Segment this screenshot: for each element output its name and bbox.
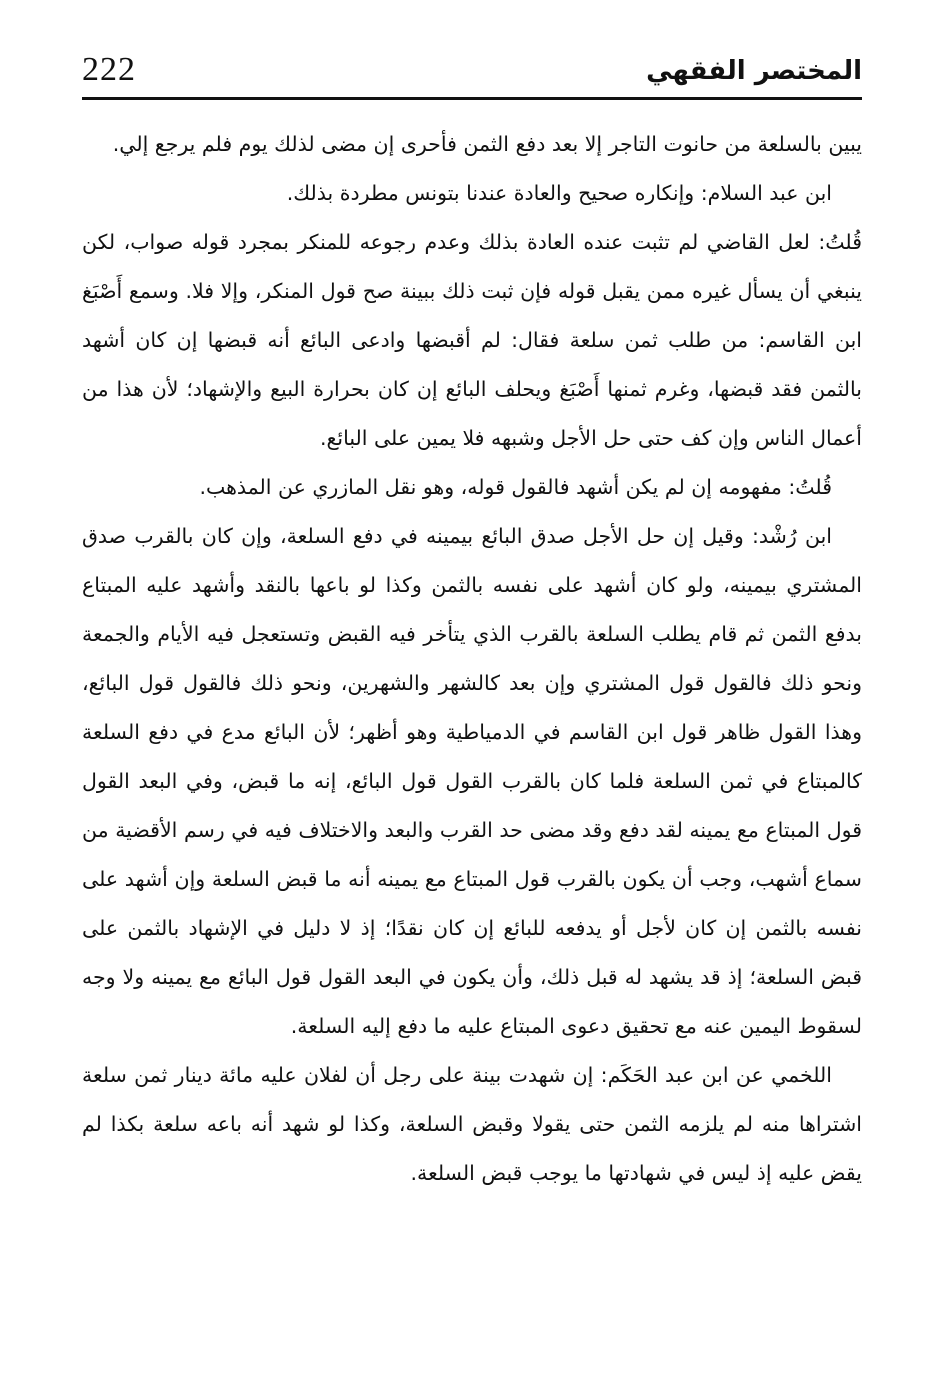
paragraph: قُلتُ: مفهومه إن لم يكن أشهد فالقول قوله، وهو نقل المازري عن المذهب. xyxy=(199,475,832,499)
page-number: 222 xyxy=(82,51,136,88)
paragraph: ابن رُشْد: وقيل إن حل الأجل صدق البائع بيمينه في دفع السلعة، وإن كان بالقرب صدق المشتري بيمينه، ولو كان أشهد على نفسه بالثمن وكذا لو باعها بالنقد وأشهد عليه المبتاع بدفع الثمن ثم قام يطلب السلعة بالقرب الذي يتأخر فيه القبض وتستعجل فيه الأيام والجمعة ونحو ذلك فالقول قول المشتري وإن بعد كالشهر والشهرين، ونحو ذلك فالقول قول البائع، وهذا القول ظاهر قول ابن القاسم في الدمياطية وهو أظهر؛ لأن البائع مدع في دفع السلعة كالمبتاع في ثمن السلعة فلما كان بالقرب القول قول البائع، إنه ما قبض، وفي البعد القول قول المبتاع مع يمينه لقد دفع وقد مضى حد القرب والبعد والاختلاف فيه في رسم الأقضية من سماع أشهب، وجب أن يكون بالقرب قول المبتاع مع يمينه أنه ما قبض السلعة وإن أشهد على نفسه بالثمن إن كان لأجل أو يدفعه للبائع إن كان نقدًا؛ إذ لا دليل في الإشهاد بالثمن على قبض السلعة؛ إذ قد يشهد له قبل ذلك، وأن يكون في البعد القول قول البائع مع يمينه ولا وجه لسقوط اليمين عنه مع تحقيق دعوى المبتاع عليه ما دفع إليه السلعة. xyxy=(82,524,862,1038)
main-text xyxy=(82,120,862,1198)
paragraph: يبين بالسلعة من حانوت التاجر إلا بعد دفع الثمن فأحرى إن مضى لذلك يوم فلم يرجع إلي. xyxy=(112,132,862,156)
header-divider xyxy=(82,97,862,100)
book-title: المختصر الفقهي xyxy=(646,56,862,86)
paragraph: ابن عبد السلام: وإنكاره صحيح والعادة عندنا بتونس مطردة بذلك. xyxy=(286,181,832,205)
page-header xyxy=(82,50,862,94)
paragraph: اللخمي عن ابن عبد الحَكَم: إن شهدت بينة على رجل أن لفلان عليه مائة دينار ثمن سلعة اشتراها منه لم يلزمه الثمن حتى يقولا وقبض السلعة، وكذا لو شهد أنه باعه سلعة بكذا لم يقض عليه إذ ليس في شهادتها ما يوجب قبض السلعة. xyxy=(82,1063,862,1185)
paragraph: قُلتُ: لعل القاضي لم تثبت عنده العادة بذلك وعدم رجوعه للمنكر بمجرد قوله صواب، لكن ينبغي أن يسأل غيره ممن يقبل قوله فإن ثبت ذلك ببينة صح قول المنكر، وإلا فلا. وسمع أَصْبَغ ابن القاسم: من طلب ثمن سلعة فقال: لم أقبضها وادعى البائع أنه قبضها إن كان أشهد بالثمن فقد قبضها، وغرم ثمنها أَصْبَغ ويحلف البائع إن كان بحرارة البيع والإشهاد؛ لأن هذا من أعمال الناس وإن كف حتى حل الأجل وشبهه فلا يمين على البائع. xyxy=(82,230,862,450)
